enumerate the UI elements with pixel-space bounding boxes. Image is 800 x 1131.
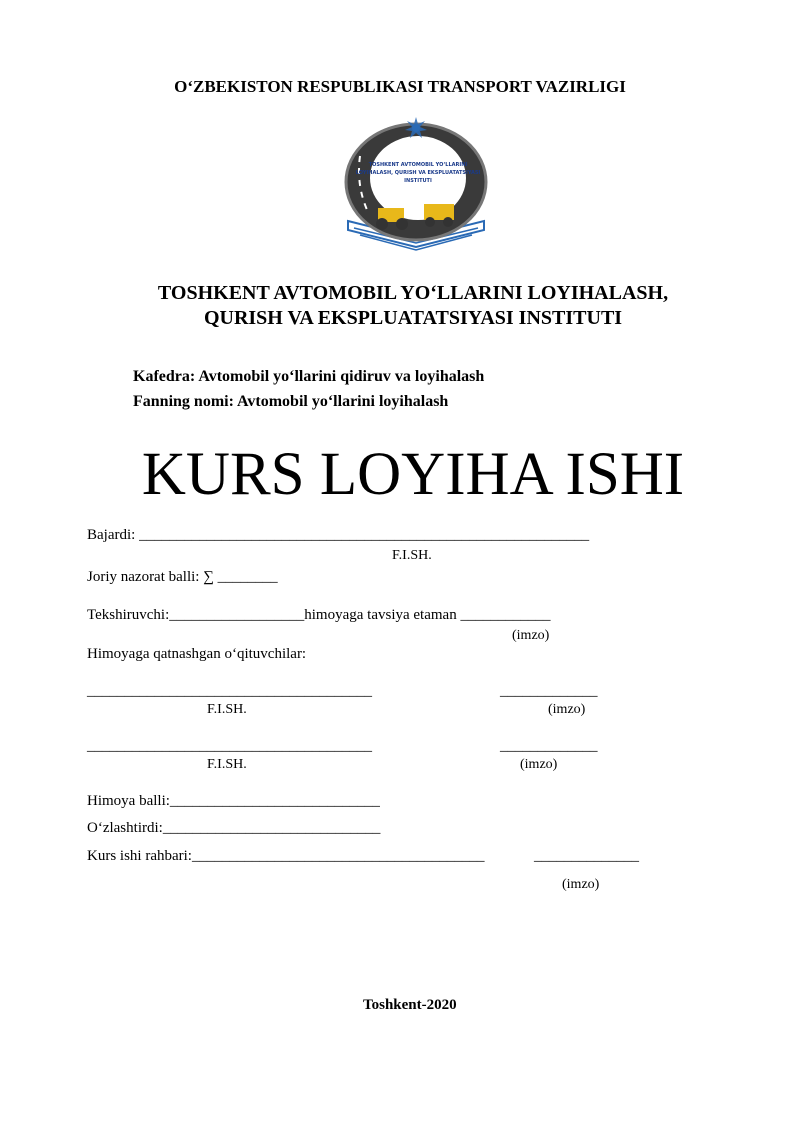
institute-line-2: QURISH VA EKSPLUATATSIYASI INSTITUTI [203, 307, 623, 329]
logo-text-3: INSTITUTI [404, 178, 432, 184]
ministry-heading: O‘ZBEKISTON RESPUBLIKASI TRANSPORT VAZIRLIGI [174, 77, 626, 96]
road-logo-icon [338, 116, 494, 270]
joriy-nazorat-field[interactable]: Joriy nazorat balli: ∑ ________ [87, 569, 278, 585]
fish-label: F.I.SH. [392, 548, 432, 563]
rahbari-field[interactable]: Kurs ishi rahbari:_______________________________________ [87, 848, 485, 864]
logo-text-2: LOYIHALASH, QURISH VA EKSPLUATATSIYASI [355, 170, 481, 176]
teacher-2-imzo-label: (imzo) [520, 757, 558, 772]
teacher-1-fish-line[interactable]: ______________________________________ [87, 683, 372, 699]
teacher-1-imzo-label: (imzo) [548, 702, 586, 717]
imzo-label: (imzo) [512, 628, 550, 643]
teacher-2-fish-label: F.I.SH. [207, 757, 247, 772]
teacher-2-fish-line[interactable]: ______________________________________ [87, 738, 372, 754]
institute-logo [338, 116, 494, 270]
institute-line-1: TOSHKENT AVTOMOBIL YO‘LLARINI LOYIHALASH, [157, 282, 669, 304]
ozlashtirdi-field[interactable]: O‘zlashtirdi:_____________________________ [87, 820, 381, 836]
himoya-balli-field[interactable]: Himoya balli:____________________________ [87, 793, 380, 809]
tekshiruvchi-field[interactable]: Tekshiruvchi:__________________himoyaga tavsiya etaman ____________ [87, 607, 551, 623]
rahbari-imzo-label: (imzo) [562, 877, 600, 892]
fan-line: Fanning nomi: Avtomobil yo‘llarini loyihalash [133, 393, 449, 410]
rahbari-imzo-line[interactable]: ______________ [534, 848, 639, 864]
kafedra-line: Kafedra: Avtomobil yo‘llarini qidiruv va loyihalash [133, 368, 485, 385]
teacher-1-imzo-line[interactable]: _____________ [500, 683, 598, 699]
himoyaga-label: Himoyaga qatnashgan o‘qituvchilar: [87, 646, 307, 662]
document-title: KURS LOYIHA ISHI [141, 441, 685, 508]
city-year: Toshkent-2020 [363, 997, 457, 1013]
teacher-1-fish-label: F.I.SH. [207, 702, 247, 717]
teacher-2-imzo-line[interactable]: _____________ [500, 738, 598, 754]
institute-name [0, 281, 800, 331]
bajardi-field[interactable]: Bajardi: ____________________________________________________________ [87, 527, 590, 543]
logo-text-1: TOSHKENT AVTOMOBIL YO‘LLARINI [368, 162, 468, 168]
